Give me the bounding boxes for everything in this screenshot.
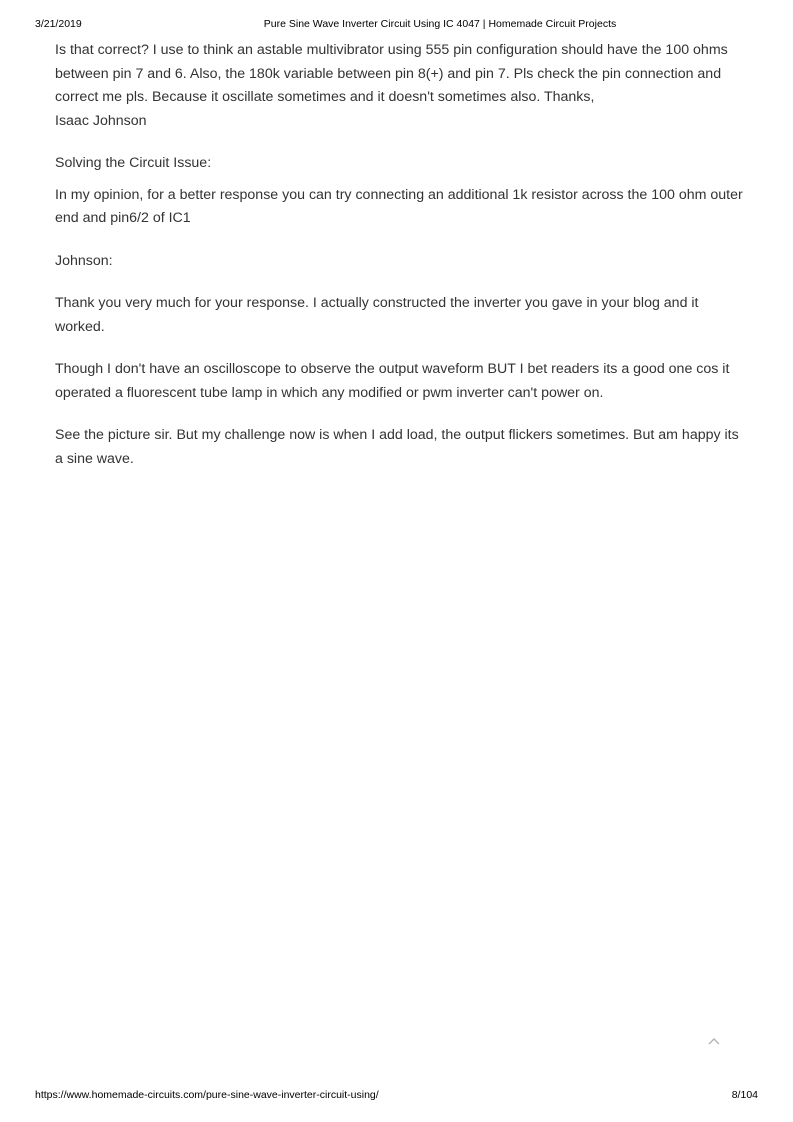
print-header — [0, 18, 793, 32]
print-page-number: 8/104 — [731, 1089, 758, 1101]
question-paragraph — [55, 39, 745, 133]
reply-paragraph-3: See the picture sir. But my challenge now is when I add load, the output flickers sometimes. But am happy its a sine wave. — [55, 427, 739, 467]
print-page-title: Pure Sine Wave Inverter Circuit Using IC 4047 | Homemade Circuit Projects — [263, 18, 617, 30]
chevron-up-icon — [705, 1034, 723, 1048]
question-text: Is that correct? I use to think an astable multivibrator using 555 pin configuration should have the 100 ohms between pin 7 and 6. Also, the 180k variable between pin 8(+) and pin 7. Pls check the pin connection and correct me pls. Because it oscillate sometimes and it doesn't sometimes also. Thanks, — [55, 42, 728, 105]
reply-paragraph-2: Though I don't have an oscilloscope to observe the output waveform BUT I bet readers its a good one cos it operated a fluorescent tube lamp in which any modified or pwm inverter can't power on. — [55, 361, 730, 401]
solving-paragraph: In my opinion, for a better response you can try connecting an additional 1k resistor across the 100 ohm outer end and pin6/2 of IC1 — [55, 186, 743, 226]
solving-heading: Solving the Circuit Issue: — [55, 155, 212, 171]
article-content — [55, 39, 745, 490]
author-signature: Isaac Johnson — [55, 112, 147, 129]
back-to-top-button[interactable] — [705, 1034, 723, 1048]
johnson-label: Johnson: — [55, 252, 113, 269]
reply-paragraph-1: Thank you very much for your response. I actually constructed the inverter you gave in your blog and it worked. — [55, 295, 699, 335]
print-footer — [0, 1089, 793, 1103]
print-date: 3/21/2019 — [35, 18, 82, 30]
print-url: https://www.homemade-circuits.com/pure-sine-wave-inverter-circuit-using/ — [35, 1089, 379, 1101]
